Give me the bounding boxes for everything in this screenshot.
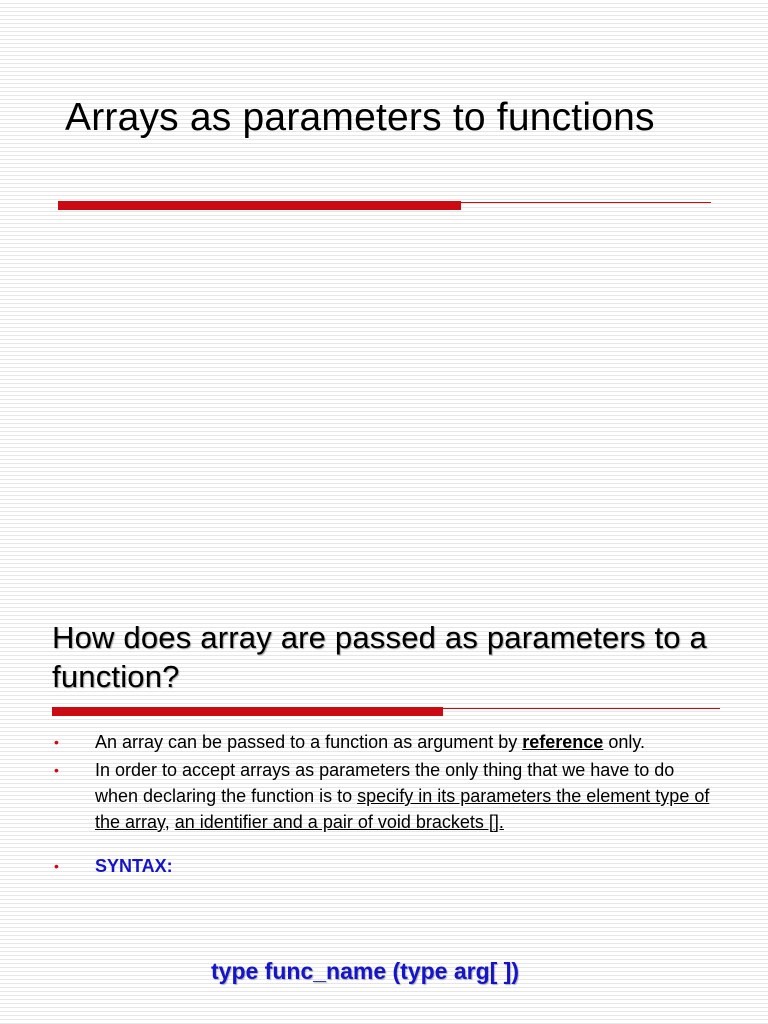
slide-2 <box>0 590 768 1024</box>
underlined-phrase: specify in its parameters the element type of the array <box>95 786 710 832</box>
slide-title: Arrays as parameters to functions <box>65 96 655 139</box>
underline-thin-segment <box>461 202 711 203</box>
separator-text: , <box>164 812 175 832</box>
underline-thick-segment <box>52 707 443 716</box>
title-underline <box>52 707 720 716</box>
bullet-icon: • <box>54 734 59 750</box>
emphasis-text: reference <box>522 732 604 752</box>
bullet-item <box>54 729 714 755</box>
bullet-icon: • <box>54 858 59 874</box>
bullet-text: An array can be passed to a function as argument by <box>95 732 523 752</box>
underlined-phrase: an identifier and a pair of void brackets []. <box>174 812 504 832</box>
underline-thick-segment <box>58 201 461 210</box>
bullet-text: In order to accept arrays as parameters the only thing that we have to do when declaring the function is to <box>95 760 675 806</box>
bullet-item <box>54 757 714 835</box>
slide-title: How does array are passed as parameters to a function? <box>52 620 707 695</box>
bullet-item <box>54 853 714 879</box>
underline-thin-segment <box>443 708 720 709</box>
bullet-list <box>54 729 714 881</box>
title-underline <box>58 201 711 210</box>
bullet-icon: • <box>54 762 59 778</box>
bullet-text-tail: only. <box>608 732 646 752</box>
syntax-label: SYNTAX: <box>95 856 173 876</box>
syntax-code: type func_name (type arg[ ]) <box>211 958 519 984</box>
